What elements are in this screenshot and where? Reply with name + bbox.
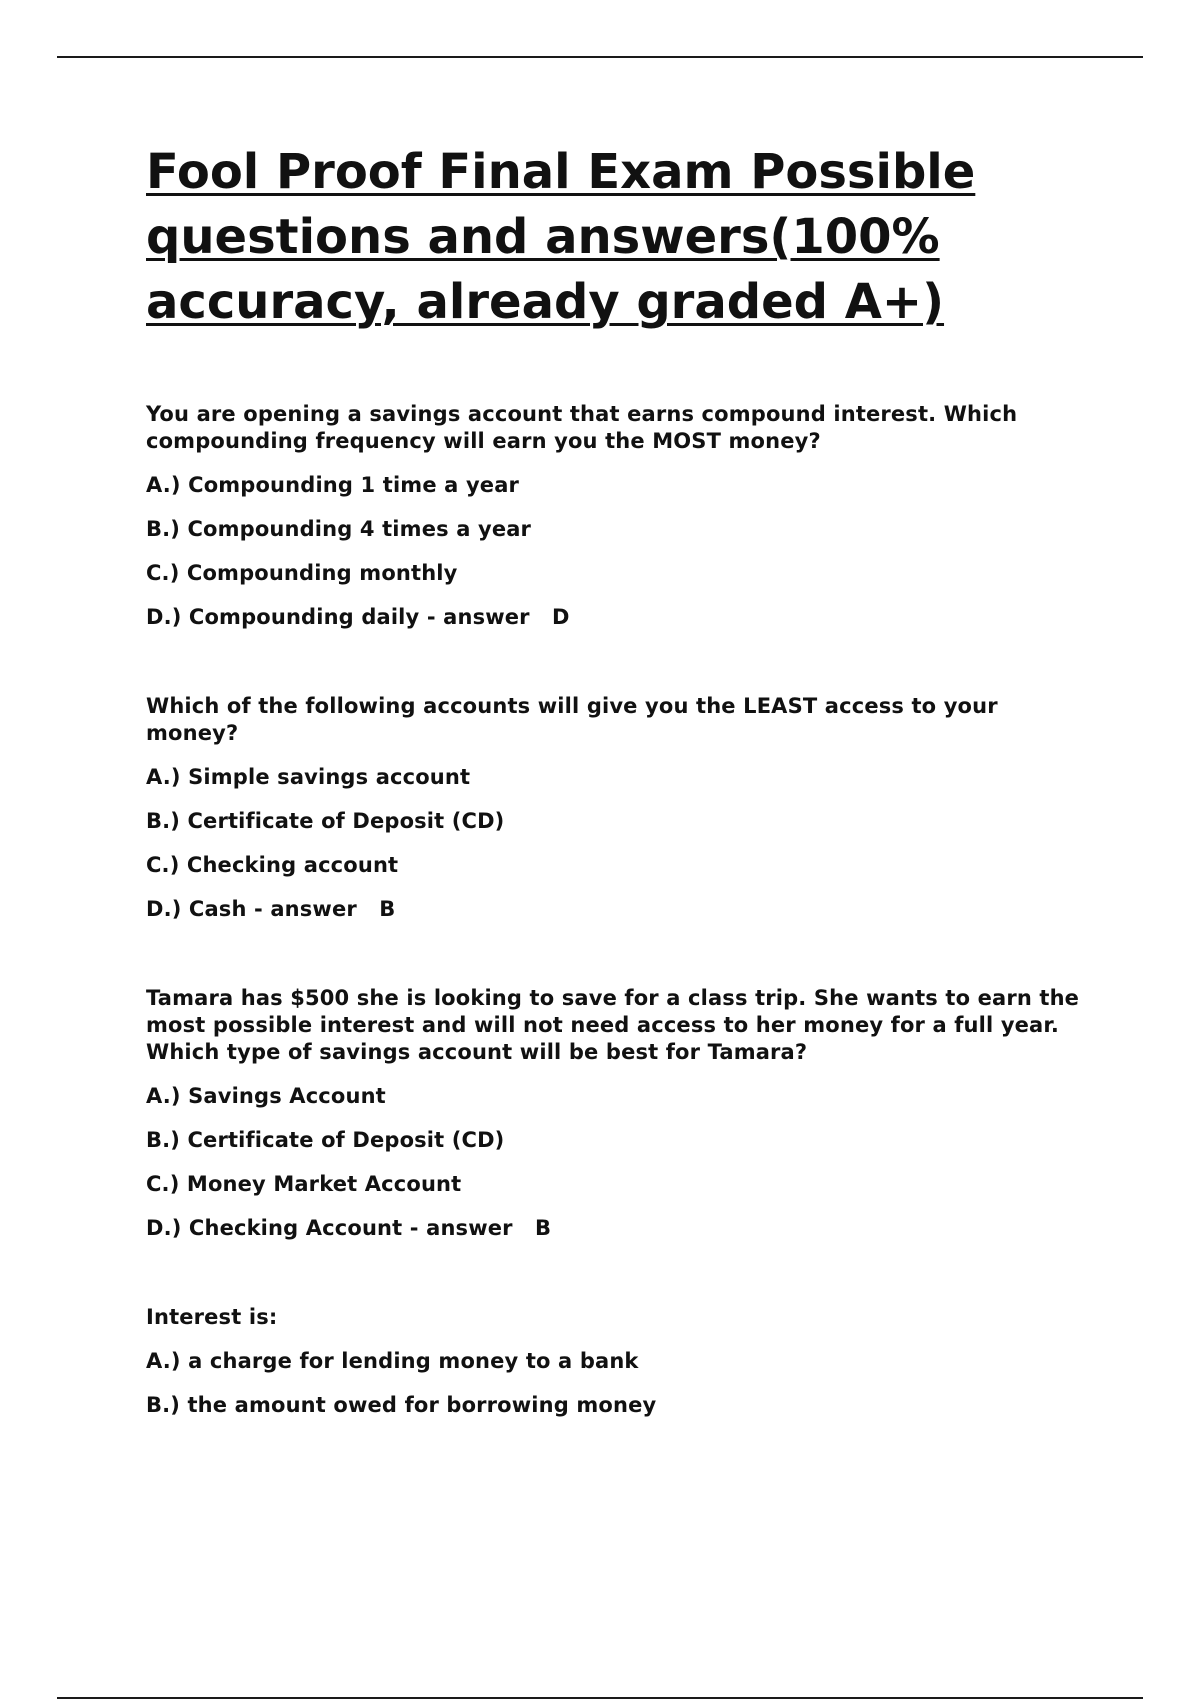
question-text: Interest is: [146, 1305, 278, 1329]
question-4 [146, 1304, 1086, 1419]
option-d: D.) Cash - answer B [146, 897, 396, 921]
option-b: B.) Certificate of Deposit (CD) [146, 809, 505, 833]
question-1 [146, 401, 1086, 631]
option-a: A.) Savings Account [146, 1084, 386, 1108]
option-c: C.) Compounding monthly [146, 561, 458, 585]
option-d: D.) Compounding daily - answer D [146, 605, 570, 629]
option-d: D.) Checking Account - answer B [146, 1216, 552, 1240]
option-a: A.) Compounding 1 time a year [146, 473, 520, 497]
question-3 [146, 985, 1086, 1242]
document-title: Fool Proof Final Exam Possible questions and answers(100% accuracy, already graded A+) [146, 144, 976, 330]
option-b: B.) Compounding 4 times a year [146, 517, 532, 541]
question-list [146, 401, 1086, 1419]
question-text: Tamara has $500 she is looking to save for a class trip. She wants to earn the most possible interest and will not need access to her money for a full year. Which type of savings account will be best for Tamara? [146, 986, 1080, 1064]
option-c: C.) Checking account [146, 853, 399, 877]
question-text: You are opening a savings account that earns compound interest. Which compounding frequency will earn you the MOST money? [146, 402, 1018, 453]
question-text: Which of the following accounts will give you the LEAST access to your money? [146, 694, 998, 745]
option-a: A.) a charge for lending money to a bank [146, 1349, 639, 1373]
document-body [146, 140, 1086, 1419]
option-b: B.) the amount owed for borrowing money [146, 1393, 657, 1417]
question-2 [146, 693, 1086, 923]
footer-rule [57, 1697, 1143, 1699]
option-b: B.) Certificate of Deposit (CD) [146, 1128, 505, 1152]
option-c: C.) Money Market Account [146, 1172, 462, 1196]
header-rule [57, 56, 1143, 58]
option-a: A.) Simple savings account [146, 765, 471, 789]
